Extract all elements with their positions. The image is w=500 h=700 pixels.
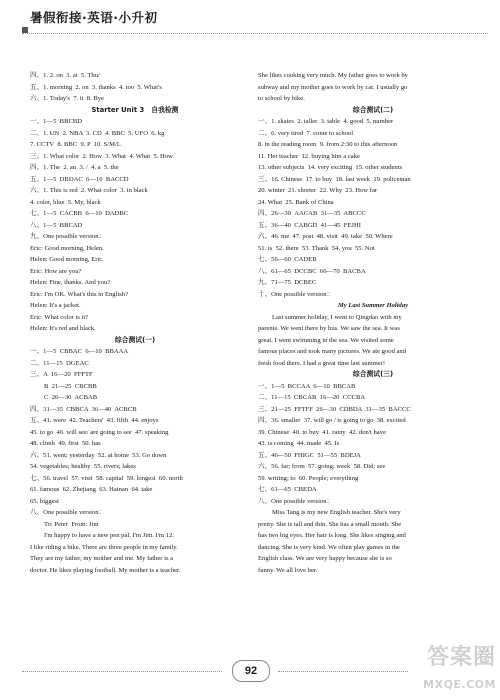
section-heading: Starter Unit 3 自我检测 [91,105,179,114]
answer-line: dancing. She is very kind. We often play games in the [258,543,400,551]
answer-line: I like riding a bike. There are three people in my family. [30,543,178,551]
left-column [30,70,240,576]
answer-line: 七、61—65 CBEDA [258,486,317,493]
answer-line: 65. biggest [30,497,59,505]
answer-line: 20. winter 21. shorter 22. Why 23. How far [258,187,378,194]
answer-line: 三、A 16—20 FFFTF [30,371,93,378]
answer-line: to school by bike. [258,95,305,102]
answer-line: 8. in the reading room 9. from 2:30 to this afternoon [258,141,398,148]
answer-line: 13. other subjects 14. very exciting 15. other students [258,164,403,171]
answer-line: 四、26—30 AACAB 31—35 ABCCC [258,210,366,217]
answer-line: Eric: How are you? [30,267,82,275]
answer-line: 八、1—5 BBCAD [30,221,83,229]
watermark-url: MXQE.COM [423,678,496,691]
answer-line: 八、One possible version： [30,509,106,516]
answer-line: Last summer holiday, I went to Qingdao with my [272,313,402,321]
footer-divider-left [22,671,222,672]
answer-line: 六、46. me 47. post 48. visit 49. take 50. Where [258,233,393,240]
watermark-logo-text: 答案圈 [426,645,496,670]
site-watermark [410,640,498,698]
answer-line: She likes cooking very much. My father goes to work by [258,72,408,79]
answer-line: 24. What 25. Bank of China [258,198,334,206]
answer-line: To: Peter From: Jim [44,520,99,528]
answer-line: 十、One possible version： [258,290,334,298]
answer-line: 39. Chinese 40. to buy 41. rainy 42. don't have [258,428,386,436]
answer-line: famous places and took many pictures. We ate good and [258,348,407,355]
answer-line: 九、71—75 DCBEC [258,279,317,286]
answer-line: funny. We all love her. [258,566,318,574]
answer-line: C 26—30 ACBAB [44,394,98,401]
answer-line: 54. vegetables; healthy 55. rivers; lakes [30,463,136,470]
answer-line: parents. We went there by bus. We saw the sea. It was [258,325,400,332]
answer-line: subway and my mother goes to work by car. I usually go [258,83,408,91]
answer-line: 六、56. far; from 57. going; week 58. Did; see [258,463,386,470]
answer-line: 九、One possible version： [30,233,106,240]
answer-line: 五、1—5 DBDAC 6—10 BACCD [30,175,129,183]
section-heading: 综合测试(二) [352,105,394,114]
answer-line: great. I went swimming in the sea. We visited some [258,336,394,344]
answer-line: 三、21—25 FFTFF 26—30 CDBDA 31—35 BACCC [258,405,411,413]
answer-line: Helen: Good morning, Eric. [30,256,104,263]
section-heading: My Last Summer Holiday [337,302,409,309]
answer-line: Helen: It's a jacket. [30,302,81,309]
answer-line: 一、1—5 BCCAA 6—10 BBCAB [258,382,356,390]
answer-line: B 21—25 CBCBB [44,382,97,390]
answer-line: 11. Her teacher 12. buying him a cake [258,152,360,160]
answer-line: 二、6. very tired 7. come to school [258,129,354,137]
answer-line: 59. writing; to 60. People; everything [258,474,359,482]
page-header [0,0,500,44]
answer-line: 7. CCTV 8. BBC 9. P 10. S/M/L [30,141,121,148]
answer-line: 四、1. 2. on 3. at 5. Thu/ [30,72,100,79]
answer-line: Miss Tang is my new English teacher. She's very [272,509,401,516]
answer-line: 六、1. This is red 2. What color 3. in black [30,187,148,194]
answer-line: 五、36—40 CABGD 41—45 FEJHI [258,221,361,229]
answer-line: Helen: It's red and black. [30,325,96,332]
answer-line: 八、One possible version： [258,497,334,505]
answer-line: 四、36. smaller 37. will go / is going to go 38. excited [258,417,406,424]
answer-line: 二、11—15 DGEAC [30,359,89,367]
answer-line: 六、1. Today's 7. it 8. Bye [30,95,104,102]
answer-line: Eric: What color is it? [30,313,89,321]
answer-line: 一、1—5 BBCBD [30,118,83,125]
answer-line: 三、16. Chinese 17. to buy 18. last week 19. policeman [258,175,411,183]
answer-line: 二、11—15 CBCAB 16—20 CCCBA [258,394,366,401]
answer-line: 三、1. What color 2. How 3. What 4. What 5. How [30,152,173,160]
answer-line: 48. climb 49. first 50. has [30,440,101,447]
section-heading: 综合测试(三) [352,370,394,378]
answer-line: 五、46—50 FHIGC 51—55 BDEJA [258,451,361,459]
footer-divider-right [278,671,408,672]
answer-line: 四、1. The 2. an 3. / 4. a 5. the [30,164,119,171]
answer-line: 五、41. were 42. Teachers' 43. fifth 44. enjoys [30,417,159,424]
answer-line: 45. to go 46. will see/ are going to see 47. speaking [30,428,169,436]
answer-line: Eric: I'm OK. What's this in English? [30,290,129,298]
answer-line: They are my father, my mother and me. My father is a [30,555,174,562]
answer-line: 61. famous 62. Zhejiang 63. Hainan 64. take [30,486,153,493]
answer-line: 四、31—35 CBBCA 36—40 ACBCB [30,405,137,413]
answer-line: pretty. She is tall and thin. She has a small mouth. She [258,520,402,528]
answer-line: 一、1—5 CBBAC 6—10 BBAAA [30,348,129,355]
section-heading: 综合测试(一) [114,335,156,344]
answer-line: 七、56. travel 57. visit 58. capital 59. longest 60. north [30,474,183,482]
right-column [258,70,488,576]
answer-line: 七、1—5 CACBB 6—10 DADBC [30,210,129,217]
answer-line: Helen: Fine, thanks. And you? [30,279,111,286]
answer-line: 五、1. morning 2. on 3. thanks 4. too 5. What's [30,83,162,91]
answer-line: 二、1. UN 2. NBA 3. CD 4. BBC 5. UFO 6. kg [30,129,165,137]
answer-line: has two big eyes. Her hair is long. She likes singing and [258,532,406,539]
answer-line: I'm happy to have a new pen pal. I'm Jim. I'm 12. [44,532,174,539]
answer-line: fresh food there. I had a great time last summer! [258,359,386,367]
answer-line: 51. is 52. there 53. Thank 54. you 55. Not [258,244,375,252]
answer-line: 八、61—65 DCCBC 66—70 BACBA [258,267,366,275]
header-title: 暑假衔接·英语·小升初 [30,10,158,25]
page-number: 92 [232,660,270,682]
answer-line: English class. We are very happy because she is so [258,555,392,562]
answer-line: 七、56—60 CADEB [258,256,317,263]
answer-line: 六、51. went; yesterday 52. at home 53. Go down [30,451,167,459]
answer-line: Eric: Good morning, Helen. [30,244,104,252]
answer-line: doctor. He likes playing football. My mother is a teacher. [30,566,181,574]
answer-line: 4. color, blue 5. My, black [30,198,101,206]
answer-line: 43. is coming 44. made 45. Is [258,440,340,447]
answer-line: 一、1. skates 2. taller 3. table 4. good 5. number [258,118,394,125]
header-divider [22,33,488,34]
